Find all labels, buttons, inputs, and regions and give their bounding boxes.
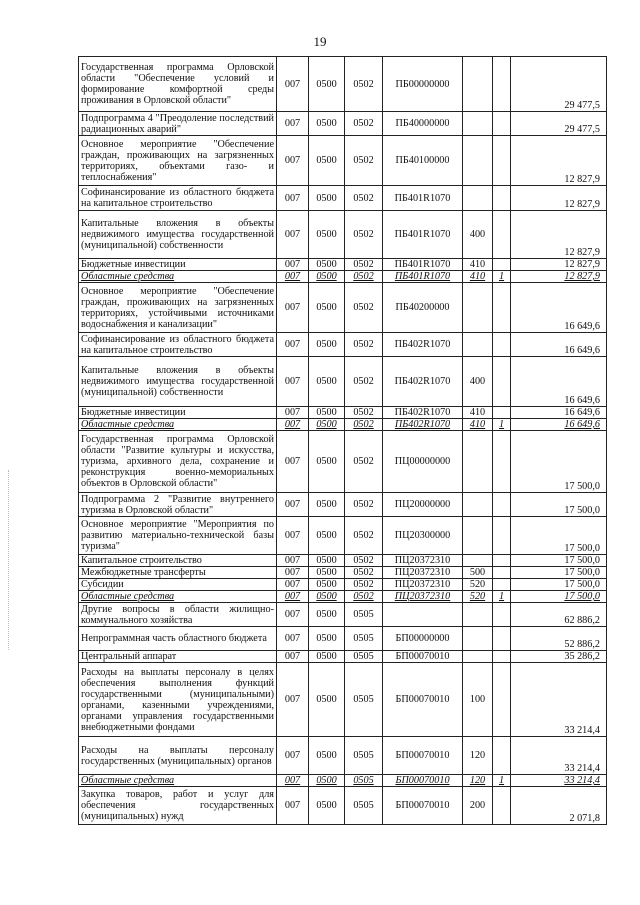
row-funding-source (493, 567, 511, 579)
row-subsection-code: 0505 (345, 775, 383, 787)
row-amount: 12 827,9 (511, 271, 607, 283)
row-expense-type (463, 555, 493, 567)
row-target-code: ПЦ20372310 (383, 591, 463, 603)
row-name: Закупка товаров, работ и услуг для обеспечения государственных (муниципальных) нужд (79, 787, 277, 825)
row-subsection-code: 0502 (345, 57, 383, 112)
row-admin-code: 007 (277, 357, 309, 407)
row-expense-type (463, 57, 493, 112)
row-subsection-code: 0502 (345, 555, 383, 567)
row-section-code: 0500 (309, 567, 345, 579)
row-target-code: БП00000000 (383, 627, 463, 651)
row-section-code: 0500 (309, 186, 345, 211)
row-funding-source (493, 627, 511, 651)
row-target-code: БП00070010 (383, 787, 463, 825)
table-row (79, 333, 607, 357)
table-row (79, 186, 607, 211)
row-funding-source (493, 136, 511, 186)
row-section-code: 0500 (309, 627, 345, 651)
row-admin-code: 007 (277, 431, 309, 493)
row-amount: 12 827,9 (511, 136, 607, 186)
row-admin-code: 007 (277, 112, 309, 136)
row-funding-source (493, 787, 511, 825)
table-row (79, 737, 607, 775)
row-target-code: ПБ00000000 (383, 57, 463, 112)
row-expense-type: 410 (463, 259, 493, 271)
row-section-code: 0500 (309, 357, 345, 407)
table-row (79, 603, 607, 627)
table-row (79, 663, 607, 737)
row-amount: 35 286,2 (511, 651, 607, 663)
row-subsection-code: 0505 (345, 663, 383, 737)
row-expense-type: 120 (463, 775, 493, 787)
row-name: Областные средства (79, 591, 277, 603)
row-subsection-code: 0502 (345, 271, 383, 283)
row-funding-source (493, 407, 511, 419)
row-funding-source (493, 737, 511, 775)
row-admin-code: 007 (277, 775, 309, 787)
row-name: Софинансирование из областного бюджета на капитальное строительство (79, 333, 277, 357)
table-row (79, 579, 607, 591)
row-amount: 17 500,0 (511, 493, 607, 517)
row-funding-source (493, 283, 511, 333)
table-row (79, 211, 607, 259)
row-subsection-code: 0502 (345, 591, 383, 603)
table-row (79, 112, 607, 136)
row-name: Капитальное строительство (79, 555, 277, 567)
table-row (79, 57, 607, 112)
row-target-code: ПБ402R1070 (383, 333, 463, 357)
row-section-code: 0500 (309, 136, 345, 186)
row-amount: 52 886,2 (511, 627, 607, 651)
row-target-code: БП00070010 (383, 663, 463, 737)
row-section-code: 0500 (309, 407, 345, 419)
row-amount: 12 827,9 (511, 259, 607, 271)
row-name: Подпрограмма 2 "Развитие внутреннего туризма в Орловской области" (79, 493, 277, 517)
row-expense-type (463, 627, 493, 651)
row-expense-type: 120 (463, 737, 493, 775)
row-section-code: 0500 (309, 431, 345, 493)
row-admin-code: 007 (277, 419, 309, 431)
row-admin-code: 007 (277, 136, 309, 186)
row-name: Основное мероприятие "Обеспечение граждан, проживающих на загрязненных территориях, устойчивыми источниками водоснабжения и канализации" (79, 283, 277, 333)
row-amount: 17 500,0 (511, 517, 607, 555)
table-row (79, 651, 607, 663)
table-row (79, 283, 607, 333)
budget-table (78, 56, 607, 825)
row-subsection-code: 0502 (345, 136, 383, 186)
row-subsection-code: 0502 (345, 567, 383, 579)
row-admin-code: 007 (277, 271, 309, 283)
row-admin-code: 007 (277, 517, 309, 555)
row-amount: 16 649,6 (511, 357, 607, 407)
row-admin-code: 007 (277, 603, 309, 627)
row-expense-type: 500 (463, 567, 493, 579)
row-expense-type (463, 186, 493, 211)
row-section-code: 0500 (309, 333, 345, 357)
row-section-code: 0500 (309, 775, 345, 787)
row-amount: 17 500,0 (511, 567, 607, 579)
row-target-code (383, 603, 463, 627)
row-name: Бюджетные инвестиции (79, 259, 277, 271)
row-expense-type: 410 (463, 407, 493, 419)
row-expense-type (463, 493, 493, 517)
row-funding-source (493, 112, 511, 136)
row-subsection-code: 0502 (345, 283, 383, 333)
row-expense-type: 410 (463, 271, 493, 283)
row-target-code: ПБ402R1070 (383, 419, 463, 431)
row-funding-source (493, 333, 511, 357)
row-expense-type (463, 651, 493, 663)
row-amount: 16 649,6 (511, 283, 607, 333)
row-section-code: 0500 (309, 579, 345, 591)
row-target-code: ПБ401R1070 (383, 186, 463, 211)
row-admin-code: 007 (277, 591, 309, 603)
row-admin-code: 007 (277, 737, 309, 775)
row-name: Софинансирование из областного бюджета на капитальное строительство (79, 186, 277, 211)
row-section-code: 0500 (309, 517, 345, 555)
row-name: Расходы на выплаты персоналу государственных (муниципальных) органов (79, 737, 277, 775)
row-target-code: ПБ40100000 (383, 136, 463, 186)
row-admin-code: 007 (277, 259, 309, 271)
row-expense-type: 200 (463, 787, 493, 825)
row-funding-source: 1 (493, 419, 511, 431)
row-target-code: ПЦ20372310 (383, 579, 463, 591)
table-row (79, 775, 607, 787)
row-funding-source (493, 517, 511, 555)
row-subsection-code: 0505 (345, 603, 383, 627)
row-admin-code: 007 (277, 579, 309, 591)
row-section-code: 0500 (309, 591, 345, 603)
row-funding-source (493, 663, 511, 737)
row-subsection-code: 0502 (345, 419, 383, 431)
row-section-code: 0500 (309, 112, 345, 136)
row-expense-type (463, 603, 493, 627)
row-funding-source (493, 211, 511, 259)
row-funding-source (493, 579, 511, 591)
table-row (79, 419, 607, 431)
row-name: Государственная программа Орловской области "Развитие культуры и искусства, туризма, архивного дела, сохранение и реконструкция военно-мемориальных объектов в Орловской области" (79, 431, 277, 493)
row-expense-type: 410 (463, 419, 493, 431)
row-admin-code: 007 (277, 663, 309, 737)
table-row (79, 567, 607, 579)
row-target-code: БП00070010 (383, 737, 463, 775)
row-expense-type: 520 (463, 579, 493, 591)
row-admin-code: 007 (277, 555, 309, 567)
row-funding-source: 1 (493, 775, 511, 787)
row-name: Межбюджетные трансферты (79, 567, 277, 579)
row-section-code: 0500 (309, 787, 345, 825)
row-section-code: 0500 (309, 259, 345, 271)
row-expense-type: 400 (463, 357, 493, 407)
row-funding-source (493, 555, 511, 567)
row-subsection-code: 0502 (345, 579, 383, 591)
table-row (79, 136, 607, 186)
row-amount: 12 827,9 (511, 211, 607, 259)
row-expense-type (463, 136, 493, 186)
row-target-code: ПЦ20372310 (383, 567, 463, 579)
row-target-code: БП00070010 (383, 775, 463, 787)
row-section-code: 0500 (309, 555, 345, 567)
row-funding-source (493, 493, 511, 517)
row-subsection-code: 0502 (345, 357, 383, 407)
row-admin-code: 007 (277, 407, 309, 419)
table-row (79, 357, 607, 407)
table-row (79, 517, 607, 555)
table-row (79, 431, 607, 493)
row-subsection-code: 0502 (345, 493, 383, 517)
row-name: Государственная программа Орловской области "Обеспечение условий и формирование комфортной среды проживания в Орловской области" (79, 57, 277, 112)
row-admin-code: 007 (277, 787, 309, 825)
row-funding-source (493, 259, 511, 271)
row-name: Областные средства (79, 419, 277, 431)
row-expense-type: 520 (463, 591, 493, 603)
row-name: Субсидии (79, 579, 277, 591)
row-section-code: 0500 (309, 603, 345, 627)
row-amount: 16 649,6 (511, 333, 607, 357)
row-amount: 12 827,9 (511, 186, 607, 211)
row-name: Областные средства (79, 271, 277, 283)
row-funding-source: 1 (493, 591, 511, 603)
row-name: Расходы на выплаты персоналу в целях обеспечения выполнения функций государственными (муниципальными) органами, казенными учреждениями, органами управления государственными внебюджетными фондами (79, 663, 277, 737)
row-name: Бюджетные инвестиции (79, 407, 277, 419)
row-target-code: ПБ40200000 (383, 283, 463, 333)
table-row (79, 271, 607, 283)
row-section-code: 0500 (309, 419, 345, 431)
row-section-code: 0500 (309, 493, 345, 517)
row-section-code: 0500 (309, 663, 345, 737)
margin-mark (8, 470, 10, 650)
row-subsection-code: 0502 (345, 259, 383, 271)
row-subsection-code: 0502 (345, 407, 383, 419)
row-target-code: ПБ40000000 (383, 112, 463, 136)
row-name: Капитальные вложения в объекты недвижимого имущества государственной (муниципальной) собственности (79, 211, 277, 259)
row-amount: 17 500,0 (511, 579, 607, 591)
row-expense-type: 100 (463, 663, 493, 737)
row-amount: 17 500,0 (511, 555, 607, 567)
row-funding-source (493, 431, 511, 493)
row-section-code: 0500 (309, 57, 345, 112)
row-target-code: БП00070010 (383, 651, 463, 663)
row-amount: 17 500,0 (511, 431, 607, 493)
row-expense-type (463, 333, 493, 357)
row-expense-type (463, 283, 493, 333)
table-row (79, 787, 607, 825)
row-section-code: 0500 (309, 271, 345, 283)
row-expense-type (463, 517, 493, 555)
row-amount: 2 071,8 (511, 787, 607, 825)
row-target-code: ПЦ20300000 (383, 517, 463, 555)
row-admin-code: 007 (277, 333, 309, 357)
row-admin-code: 007 (277, 57, 309, 112)
row-funding-source (493, 186, 511, 211)
row-subsection-code: 0502 (345, 431, 383, 493)
row-amount: 29 477,5 (511, 112, 607, 136)
row-name: Капитальные вложения в объекты недвижимого имущества государственной (муниципальной) собственности (79, 357, 277, 407)
row-name: Другие вопросы в области жилищно-коммунального хозяйства (79, 603, 277, 627)
row-subsection-code: 0502 (345, 186, 383, 211)
row-amount: 29 477,5 (511, 57, 607, 112)
row-subsection-code: 0505 (345, 627, 383, 651)
row-expense-type: 400 (463, 211, 493, 259)
row-amount: 33 214,4 (511, 663, 607, 737)
row-name: Областные средства (79, 775, 277, 787)
row-funding-source (493, 57, 511, 112)
row-subsection-code: 0502 (345, 112, 383, 136)
row-funding-source: 1 (493, 271, 511, 283)
row-subsection-code: 0505 (345, 787, 383, 825)
row-amount: 62 886,2 (511, 603, 607, 627)
row-admin-code: 007 (277, 493, 309, 517)
row-subsection-code: 0505 (345, 651, 383, 663)
row-name: Непрограммная часть областного бюджета (79, 627, 277, 651)
row-target-code: ПЦ20372310 (383, 555, 463, 567)
row-expense-type (463, 112, 493, 136)
budget-table-container (78, 56, 606, 825)
table-row (79, 493, 607, 517)
row-admin-code: 007 (277, 567, 309, 579)
row-target-code: ПЦ00000000 (383, 431, 463, 493)
table-row (79, 591, 607, 603)
row-subsection-code: 0502 (345, 517, 383, 555)
table-row (79, 627, 607, 651)
row-amount: 16 649,6 (511, 407, 607, 419)
table-row (79, 259, 607, 271)
row-section-code: 0500 (309, 737, 345, 775)
row-name: Основное мероприятие "Мероприятия по развитию материально-технической базы туризма" (79, 517, 277, 555)
row-name: Основное мероприятие "Обеспечение граждан, проживающих на загрязненных территориях, объектами газо- и теплоснабжения" (79, 136, 277, 186)
row-admin-code: 007 (277, 186, 309, 211)
row-name: Центральный аппарат (79, 651, 277, 663)
row-target-code: ПБ401R1070 (383, 211, 463, 259)
row-admin-code: 007 (277, 283, 309, 333)
row-section-code: 0500 (309, 283, 345, 333)
row-subsection-code: 0502 (345, 333, 383, 357)
page-number: 19 (313, 34, 327, 49)
row-section-code: 0500 (309, 211, 345, 259)
row-funding-source (493, 357, 511, 407)
row-amount: 17 500,0 (511, 591, 607, 603)
row-target-code: ПБ401R1070 (383, 271, 463, 283)
row-admin-code: 007 (277, 651, 309, 663)
row-funding-source (493, 651, 511, 663)
row-admin-code: 007 (277, 627, 309, 651)
row-target-code: ПЦ20000000 (383, 493, 463, 517)
row-expense-type (463, 431, 493, 493)
row-section-code: 0500 (309, 651, 345, 663)
row-amount: 33 214,4 (511, 737, 607, 775)
row-target-code: ПБ401R1070 (383, 259, 463, 271)
row-target-code: ПБ402R1070 (383, 407, 463, 419)
row-amount: 16 649,6 (511, 419, 607, 431)
row-admin-code: 007 (277, 211, 309, 259)
row-name: Подпрограмма 4 "Преодоление последствий радиационных аварий" (79, 112, 277, 136)
row-subsection-code: 0505 (345, 737, 383, 775)
row-funding-source (493, 603, 511, 627)
row-target-code: ПБ402R1070 (383, 357, 463, 407)
row-subsection-code: 0502 (345, 211, 383, 259)
table-row (79, 555, 607, 567)
row-amount: 33 214,4 (511, 775, 607, 787)
table-row (79, 407, 607, 419)
